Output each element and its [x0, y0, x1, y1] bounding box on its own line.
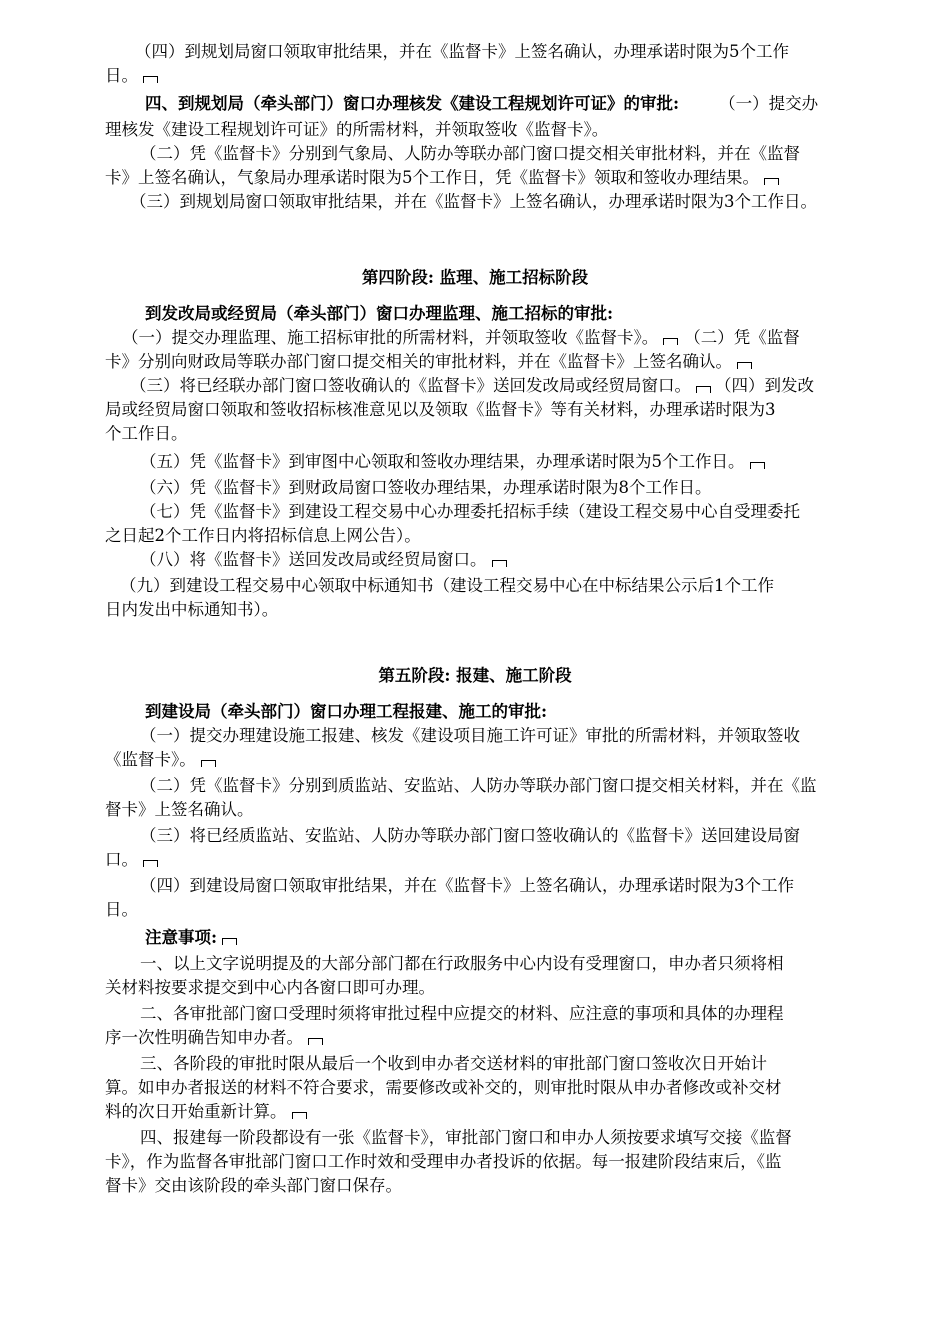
section-heading: 四、到规划局（牵头部门）窗口办理核发《建设工程规划许可证》的审批: （一）提交办 — [145, 94, 819, 113]
text-line: 口。 — [105, 848, 875, 872]
text-line: 关材料按要求提交到中心内各窗口即可办理。 — [105, 978, 435, 997]
return-mark-icon — [201, 760, 216, 767]
text-line: 个工作日。 — [105, 424, 188, 443]
text-line: 一、以上文字说明提及的大部分部门都在行政服务中心内设有受理窗口，申办者只须将相 — [140, 954, 784, 973]
text-line: 督卡》上签名确认。 — [105, 800, 254, 819]
text-line: （三）到规划局窗口领取审批结果，并在《监督卡》上签名确认，办理承诺时限为3个工作日。 — [130, 192, 817, 211]
text-line: 卡》上签名确认，气象局办理承诺时限为5个工作日，凭《监督卡》领取和签收办理结果。 — [105, 166, 875, 190]
text-line: （四）到规划局窗口领取审批结果，并在《监督卡》上签名确认，办理承诺时限为5个工作 — [135, 42, 789, 61]
stage-heading: 第四阶段: 监理、施工招标阶段 — [361, 268, 589, 287]
text-line: （一）提交办理监理、施工招标审批的所需材料，并领取签收《监督卡》。 （二）凭《监督 — [122, 328, 800, 347]
text-line: 序一次性明确告知申办者。 — [105, 1026, 875, 1050]
text-line: （二）凭《监督卡》分别到质监站、安监站、人防办等联办部门窗口提交相关材料，并在《监 — [140, 776, 817, 795]
text-line: 卡》分别向财政局等联办部门窗口提交相关的审批材料，并在《监督卡》上签名确认。 — [105, 350, 875, 374]
text-line: 之日起2个工作日内将招标信息上网公告）。 — [105, 526, 421, 545]
text-line: （七）凭《监督卡》到建设工程交易中心办理委托招标手续（建设工程交易中心自受理委托 — [140, 502, 800, 521]
section-heading: 到发改局或经贸局（牵头部门）窗口办理监理、施工招标的审批: — [145, 304, 614, 323]
section-heading: 到建设局（牵头部门）窗口办理工程报建、施工的审批: — [145, 702, 548, 721]
text-line: 局或经贸局窗口领取和签收招标核准意见以及领取《监督卡》等有关材料，办理承诺时限为3 — [105, 400, 776, 419]
text-line: 二、各审批部门窗口受理时须将审批过程中应提交的材料、应注意的事项和具体的办理程 — [140, 1004, 784, 1023]
text-line: （六）凭《监督卡》到财政局窗口签收办理结果，办理承诺时限为8个工作日。 — [140, 478, 712, 497]
return-mark-icon — [764, 178, 779, 185]
return-mark-icon — [663, 338, 678, 345]
return-mark-icon — [143, 76, 158, 83]
return-mark-icon — [308, 1038, 323, 1045]
text-line: （三）将已经质监站、安监站、人防办等联办部门窗口签收确认的《监督卡》送回建设局窗 — [140, 826, 800, 845]
text-line: （一）提交办理建设施工报建、核发《建设项目施工许可证》审批的所需材料，并领取签收 — [140, 726, 800, 745]
return-mark-icon — [292, 1112, 307, 1119]
notes-heading: 注意事项: — [145, 926, 875, 950]
return-mark-icon — [143, 860, 158, 867]
text-line: （二）凭《监督卡》分别到气象局、人防办等联办部门窗口提交相关审批材料，并在《监督 — [140, 144, 800, 163]
text-line: （八）将《监督卡》送回发改局或经贸局窗口。 — [140, 548, 875, 572]
return-mark-icon — [492, 560, 507, 567]
text-line: 日内发出中标通知书）。 — [105, 600, 279, 619]
text-line: （三）将已经联办部门窗口签收确认的《监督卡》送回发改局或经贸局窗口。 （四）到发改 — [130, 376, 814, 395]
text-line: 三、各阶段的审批时限从最后一个收到申办者交送材料的审批部门窗口签收次日开始计 — [140, 1054, 767, 1073]
text-line: 督卡》交由该阶段的牵头部门窗口保存。 — [105, 1176, 402, 1195]
text-line: （四）到建设局窗口领取审批结果，并在《监督卡》上签名确认，办理承诺时限为3个工作 — [140, 876, 794, 895]
text-line: 日。 — [105, 900, 138, 919]
text-line: 料的次日开始重新计算。 — [105, 1100, 875, 1124]
text-line: （九）到建设工程交易中心领取中标通知书（建设工程交易中心在中标结果公示后1个工作 — [120, 576, 774, 595]
text-line: 日。 — [105, 64, 875, 88]
text-line: 《监督卡》。 — [105, 748, 875, 772]
text-line: 卡》，作为监督各审批部门窗口工作时效和受理申办者投诉的依据。每一报建阶段结束后，《监 — [105, 1152, 782, 1171]
return-mark-icon — [750, 462, 765, 469]
text-line: 理核发《建设工程规划许可证》的所需材料，并领取签收《监督卡》。 — [105, 120, 609, 139]
return-mark-icon — [222, 938, 237, 945]
text-line: 算。如申办者报送的材料不符合要求，需要修改或补交的，则审批时限从申办者修改或补交材 — [105, 1078, 782, 1097]
return-mark-icon — [696, 386, 711, 393]
text-line: 四、报建每一阶段都设有一张《监督卡》，审批部门窗口和申办人须按要求填写交接《监督 — [140, 1128, 792, 1147]
text-line: （五）凭《监督卡》到审图中心领取和签收办理结果，办理承诺时限为5个工作日。 — [140, 450, 875, 474]
return-mark-icon — [737, 362, 752, 369]
stage-heading: 第五阶段: 报建、施工阶段 — [378, 666, 572, 685]
